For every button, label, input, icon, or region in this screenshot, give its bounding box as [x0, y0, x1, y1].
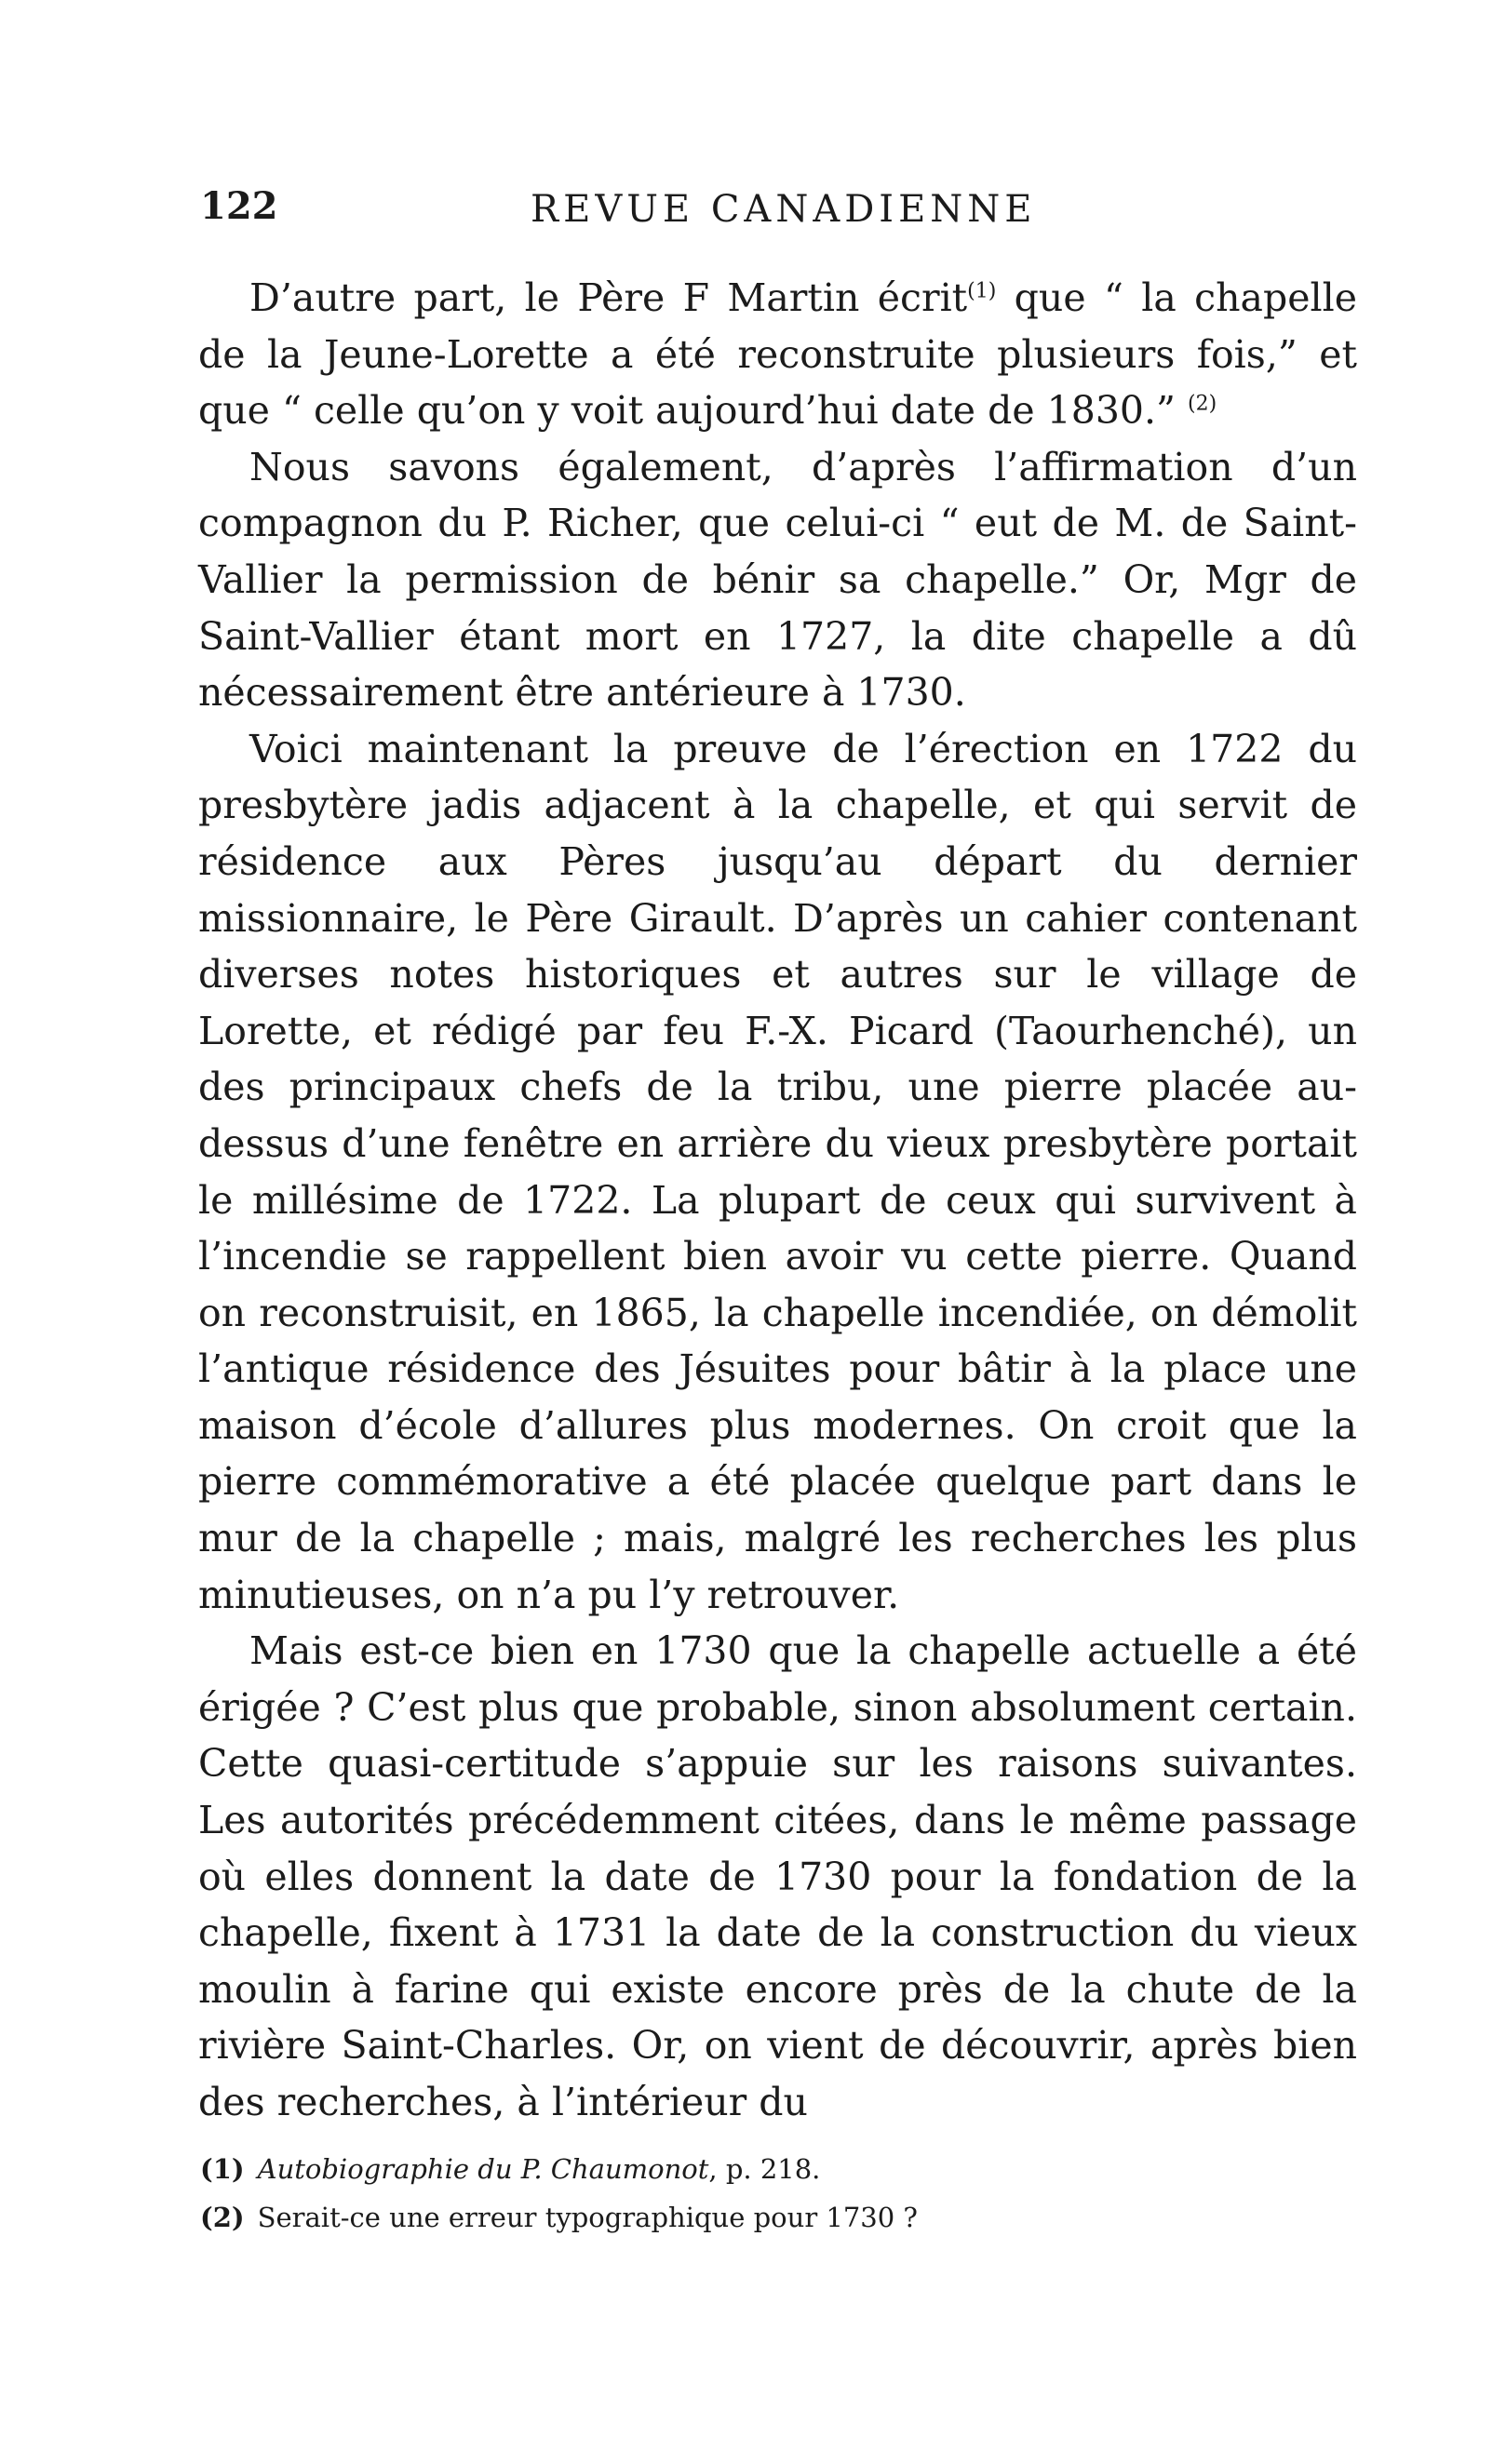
running-head	[200, 184, 1038, 240]
body-text	[198, 270, 1357, 2131]
footnote-source: Autobiographie du P. Chaumonot	[257, 2153, 709, 2185]
footnote-text: , p. 218.	[708, 2153, 821, 2185]
paragraph: Nous savons également, d’après l’affirmation d’un compagnon du P. Richer, que celui-ci “ eut de M. de Saint-Vallier la permission de bénir sa chapelle.” Or, Mgr de Saint-Vallier étant mort en 1727, la dite chapelle a dû nécessairement être antérieure à 1730.	[198, 444, 1357, 716]
journal-title: REVUE CANADIENNE	[531, 188, 1037, 231]
footnote-mark: (1)	[200, 2153, 245, 2185]
paragraph-text: D’autre part, le Père F Martin écrit	[249, 275, 968, 320]
footnote-ref: (2)	[1188, 392, 1217, 416]
footnote-ref: (1)	[967, 279, 997, 303]
paragraph: Voici maintenant la preuve de l’érection en 1722 du presbytère jadis adjacent à la chapelle, et qui servit de résidence aux Pères jusqu’au départ du dernier missionnaire, le Père Girault. D’après un cahier contenant diverses notes historiques et autres sur le village de Lorette, et rédigé par feu F.-X. Picard (Taourhenché), un des principaux chefs de la tribu, une pierre placée au-dessus d’une fenêtre en arrière du vieux presbytère portait le millésime de 1722. La plupart de ceux qui survivent à l’incendie se rappellent bien avoir vu cette pierre. Quand on reconstruisit, en 1865, la chapelle incendiée, on démolit l’antique résidence des Jésuites pour bâtir à la place une maison d’école d’allures plus modernes. On croit que la pierre commémorative a été placée quelque part dans le mur de la chapelle ; mais, malgré les recherches les plus minutieuses, on n’a pu l’y retrouver.	[198, 726, 1357, 1617]
paragraph	[198, 270, 1357, 439]
footnote-mark: (2)	[200, 2202, 245, 2233]
footnote	[200, 2145, 1359, 2193]
footnotes	[200, 2145, 1359, 2242]
paragraph-text: que “ la chapelle de la Jeune-Lorette a été reconstruite plusieurs fois,” et que “ celle qu’on y voit aujourd’hui date de 1830.”	[198, 275, 1357, 434]
paragraph: Mais est-ce bien en 1730 que la chapelle actuelle a été érigée ? C’est plus que probable, sinon absolument certain. Cette quasi-certitude s’appuie sur les raisons suivantes. Les autorités précédemment citées, dans le même passage où elles donnent la date de 1730 pour la fondation de la chapelle, fixent à 1731 la date de la construction du vieux moulin à farine qui existe encore près de la chute de la rivière Saint-Charles. Or, on vient de découvrir, après bien des recherches, à l’intérieur du	[198, 1628, 1357, 2124]
footnote	[200, 2193, 1359, 2242]
footnote-text: Serait-ce une erreur typographique pour 1730 ?	[257, 2202, 918, 2233]
page-number: 122	[200, 184, 278, 228]
